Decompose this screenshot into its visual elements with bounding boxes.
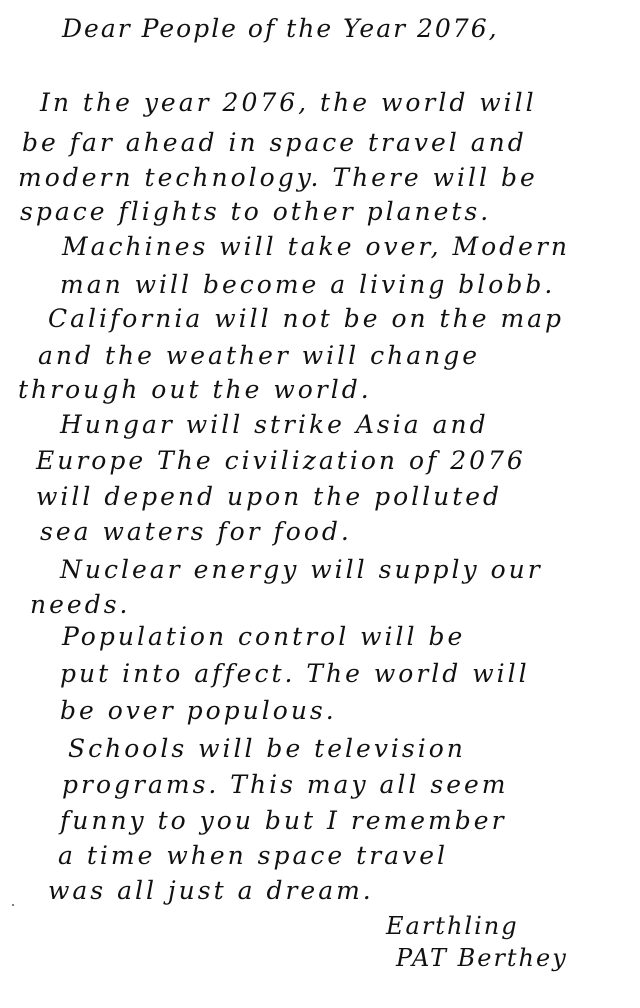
letter-line: Nuclear energy will supply our	[60, 555, 543, 584]
letter-signature: PAT Berthey	[396, 944, 568, 972]
letter-line: will depend upon the polluted	[36, 482, 503, 511]
letter-line: put into affect. The world will	[60, 659, 530, 688]
letter-line: modern technology. There will be	[18, 163, 538, 192]
letter-line: Europe The civilization of 2076	[36, 446, 526, 475]
letter-line: sea waters for food.	[40, 517, 352, 546]
letter-closing: Earthling	[386, 912, 519, 940]
letter-line: needs.	[30, 590, 131, 619]
letter-line: be over populous.	[60, 696, 337, 725]
letter-line: man will become a living blobb.	[60, 270, 556, 299]
letter-line: funny to you but I remember	[60, 806, 507, 835]
letter-line: Population control will be	[62, 622, 466, 651]
paper-speck	[12, 904, 14, 906]
letter-line: a time when space travel	[58, 841, 448, 870]
letter-line: California will not be on the map	[48, 304, 565, 333]
letter-line: through out the world.	[18, 375, 372, 404]
letter-line: be far ahead in space travel and	[22, 128, 527, 157]
letter-line: Schools will be television	[68, 734, 466, 763]
letter-line: was all just a dream.	[48, 876, 374, 905]
letter-line: Hungar will strike Asia and	[60, 410, 489, 439]
letter-line: space flights to other planets.	[20, 197, 492, 226]
letter-line: and the weather will change	[38, 341, 481, 370]
letter-line: In the year 2076, the world will	[40, 88, 537, 117]
letter-line: Machines will take over, Modern	[62, 232, 571, 261]
letter-salutation: Dear People of the Year 2076,	[62, 14, 499, 43]
letter-line: programs. This may all seem	[62, 770, 509, 799]
